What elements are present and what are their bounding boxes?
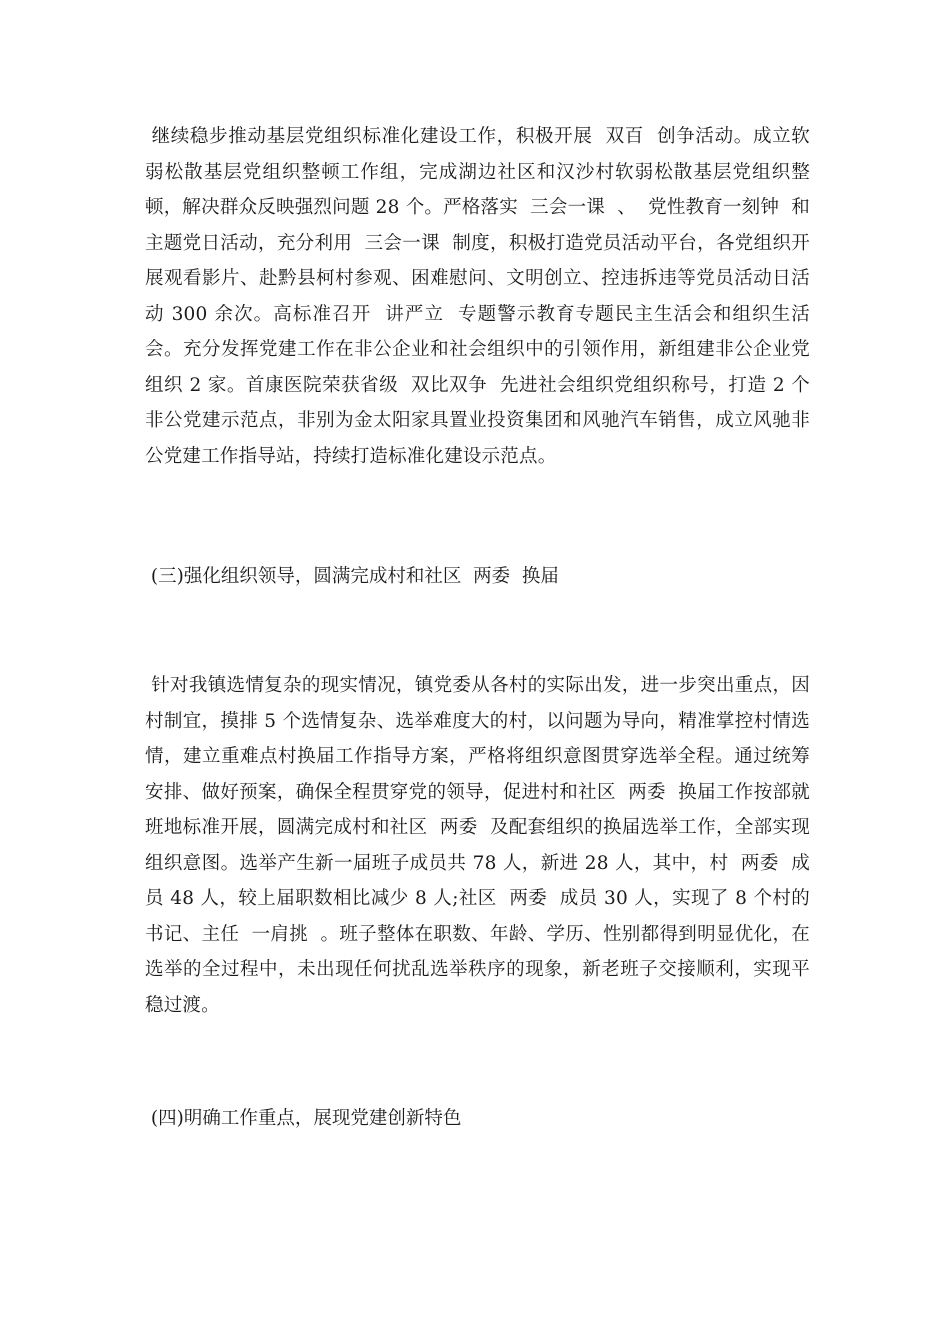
section-heading-3: (三)强化组织领导，圆满完成村和社区 两委 换届 — [145, 566, 559, 587]
body-paragraph-election: 针对我镇选情复杂的现实情况，镇党委从各村的实际出发，进一步突出重点，因村制宜，摸排 5 个选情复杂、选举难度大的村，以问题为导向，精准掌控村情选情，建立重难点村换届工作指导方案，严格将组织意图贯穿选举全程。通过统筹安排、做好预案，确保全程贯穿党的领导，促进村和社区 两委 换届工作按部就班地标准开展，圆满完成村和社区 两委 及配套组织的换届选举工作，全部实现组织意图。选举产生新一届班子成员共 78 人，新进 28 人，其中，村 两委 成员 48 人，较上届职数相比减少 8 人;社区 两委 成员 30 人，实现了 8 个村的书记、主任 一肩挑 。班子整体在职数、年龄、学历、性别都得到明显优化，在选举的全过程中，未出现任何扰乱选举秩序的现象，新老班子交接顺利，实现平稳过渡。 — [145, 675, 810, 1016]
section-heading-4: (四)明确工作重点，展现党建创新特色 — [145, 1108, 462, 1129]
body-paragraph-standardization: 继续稳步推动基层党组织标准化建设工作，积极开展 双百 创争活动。成立软弱松散基层党组织整顿工作组，完成湖边社区和汉沙村软弱松散基层党组织整顿，解决群众反映强烈问题 28 个。严格落实 三会一课 、 党性教育一刻钟 和主题党日活动，充分利用 三会一课 制度，积极打造党员活动平台，各党组织开展观看影片、赴黔县柯村参观、困难慰问、文明创立、控违拆违等党员活动日活动 300 余次。高标准召开 讲严立 专题警示教育专题民主生活会和组织生活会。充分发挥党建工作在非公企业和社会组织中的引领作用，新组建非公企业党组织 2 家。首康医院荣获省级 双比双争 先进社会组织党组织称号，打造 2 个非公党建示范点，非别为金太阳家具置业投资集团和风驰汽车销售，成立风驰非公党建工作指导站，持续打造标准化建设示范点。 — [145, 126, 810, 467]
